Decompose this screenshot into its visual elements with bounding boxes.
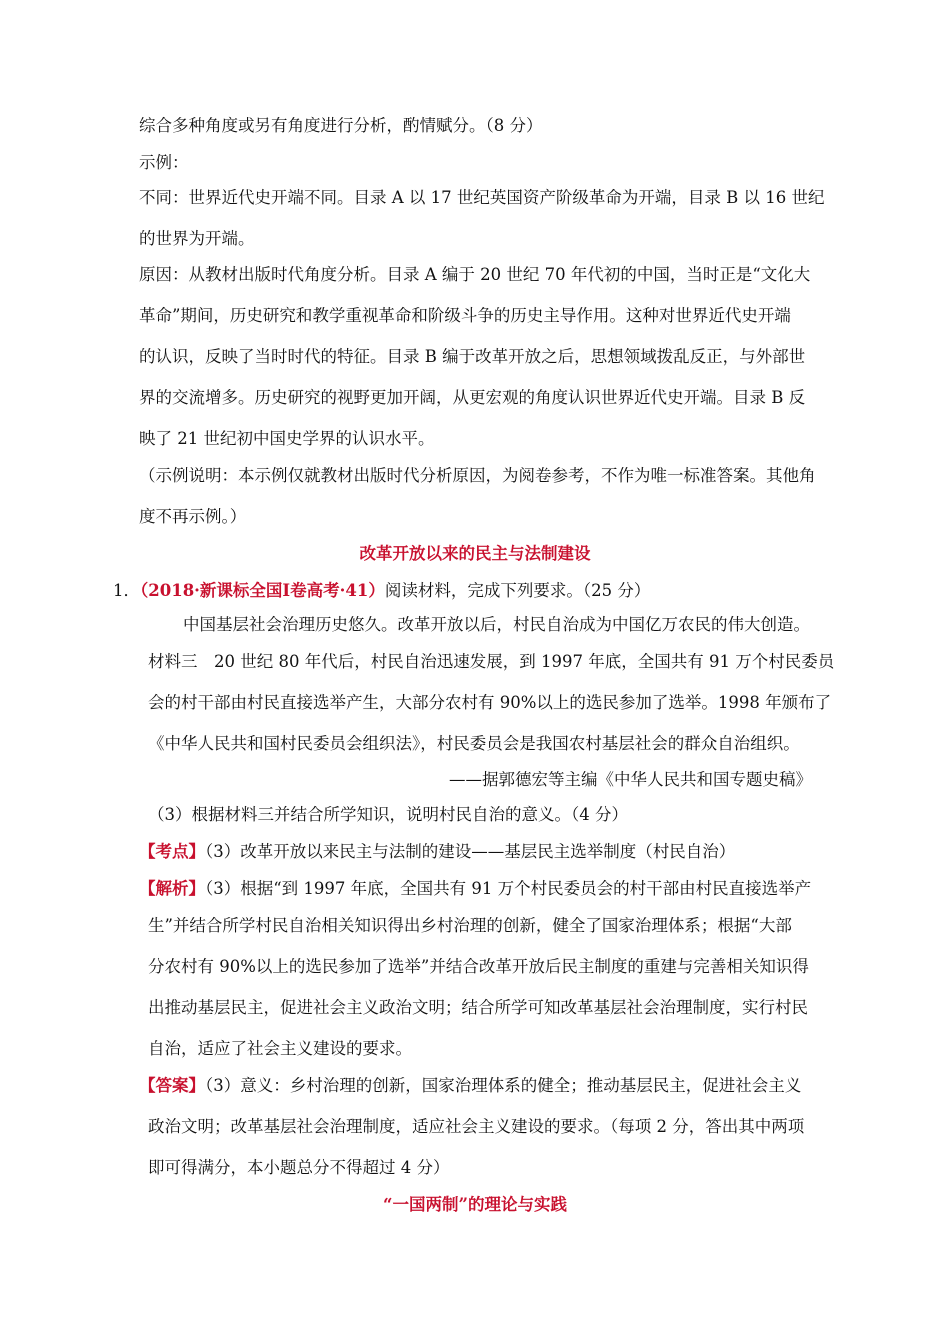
daan-line: 即可得满分，本小题总分不得超过 4 分） bbox=[148, 1158, 450, 1177]
daan-line: 政治文明；改革基层社会治理制度，适应社会主义建设的要求。（每项 2 分，答出其中两项 bbox=[148, 1117, 805, 1136]
sub-question: （3）根据材料三并结合所学知识，说明村民自治的意义。（4 分） bbox=[148, 805, 628, 824]
paragraph-line: 不同：世界近代史开端不同。目录 A 以 17 世纪英国资产阶级革命为开端，目录 B 以 16 世纪 bbox=[139, 188, 825, 207]
paragraph-line: 原因：从教材出版时代角度分析。目录 A 编于 20 世纪 70 年代初的中国，当时正是“文化大 bbox=[139, 265, 811, 284]
jiexi-text: （3）根据“到 1997 年底，全国共有 91 万个村民委员会的村干部由村民直接选举产 bbox=[205, 879, 812, 898]
jiexi-line: 生”并结合所学村民自治相关知识得出乡村治理的创新，健全了国家治理体系；根据“大部 bbox=[148, 916, 792, 935]
material-citation: ——据郭德宏等主编《中华人民共和国专题史稿》 bbox=[449, 770, 812, 789]
kaodian-text: （3）改革开放以来民主与法制的建设——基层民主选举制度（村民自治） bbox=[205, 842, 736, 861]
daan-line bbox=[139, 1074, 801, 1098]
daan-text: （3）意义：乡村治理的创新，国家治理体系的健全；推动基层民主，促进社会主义 bbox=[205, 1076, 802, 1095]
paragraph-line: 示例： bbox=[139, 153, 189, 172]
material-intro: 中国基层社会治理历史悠久。改革开放以后，村民自治成为中国亿万农民的伟大创造。 bbox=[183, 615, 810, 634]
kaodian-tag: 【考点】 bbox=[139, 842, 205, 861]
paragraph-line: 的世界为开端。 bbox=[139, 229, 255, 248]
paragraph-line: 映了 21 世纪初中国史学界的认识水平。 bbox=[139, 429, 435, 448]
jiexi-tag: 【解析】 bbox=[139, 879, 205, 898]
material-line: 材料三 20 世纪 80 年代后，村民自治迅速发展，到 1997 年底，全国共有 91 万个村民委员 bbox=[148, 652, 835, 671]
jiexi-line bbox=[139, 877, 811, 901]
paragraph-line: 界的交流增多。历史研究的视野更加开阔，从更宏观的角度认识世界近代史开端。目录 B 反 bbox=[139, 388, 806, 407]
kaodian-line bbox=[139, 840, 735, 864]
jiexi-line: 分农村有 90%以上的选民参加了选举”并结合改革开放后民主制度的重建与完善相关知识得 bbox=[148, 957, 809, 976]
jiexi-line: 出推动基层民主，促进社会主义政治文明；结合所学可知改革基层社会治理制度，实行村民 bbox=[148, 998, 808, 1017]
question-source: （2018·新课标全国Ⅰ卷高考·41） bbox=[140, 581, 385, 600]
section-heading: 改革开放以来的民主与法制建设 bbox=[359, 544, 591, 563]
question-prompt: 阅读材料，完成下列要求。（25 分） bbox=[384, 581, 651, 600]
paragraph-line: 综合多种角度或另有角度进行分析，酌情赋分。（8 分） bbox=[139, 116, 543, 135]
paragraph-line: 的认识，反映了当时时代的特征。目录 B 编于改革开放之后，思想领域拨乱反正，与外部世 bbox=[139, 347, 806, 366]
question-number: 1． bbox=[113, 581, 140, 600]
paragraph-line: 革命”期间，历史研究和教学重视革命和阶级斗争的历史主导作用。这种对世界近代史开端 bbox=[139, 306, 791, 325]
section-heading: “一国两制”的理论与实践 bbox=[383, 1195, 567, 1214]
paragraph-line: 度不再示例。） bbox=[139, 507, 247, 526]
daan-tag: 【答案】 bbox=[139, 1076, 205, 1095]
material-line: 会的村干部由村民直接选举产生，大部分农村有 90%以上的选民参加了选举。1998 年颁布了 bbox=[148, 693, 832, 712]
question-header bbox=[113, 579, 650, 603]
paragraph-line: （示例说明：本示例仅就教材出版时代分析原因，为阅卷参考，不作为唯一标准答案。其他角 bbox=[139, 466, 816, 485]
material-line: 《中华人民共和国村民委员会组织法》，村民委员会是我国农村基层社会的群众自治组织。 bbox=[148, 734, 800, 753]
jiexi-line: 自治，适应了社会主义建设的要求。 bbox=[148, 1039, 412, 1058]
